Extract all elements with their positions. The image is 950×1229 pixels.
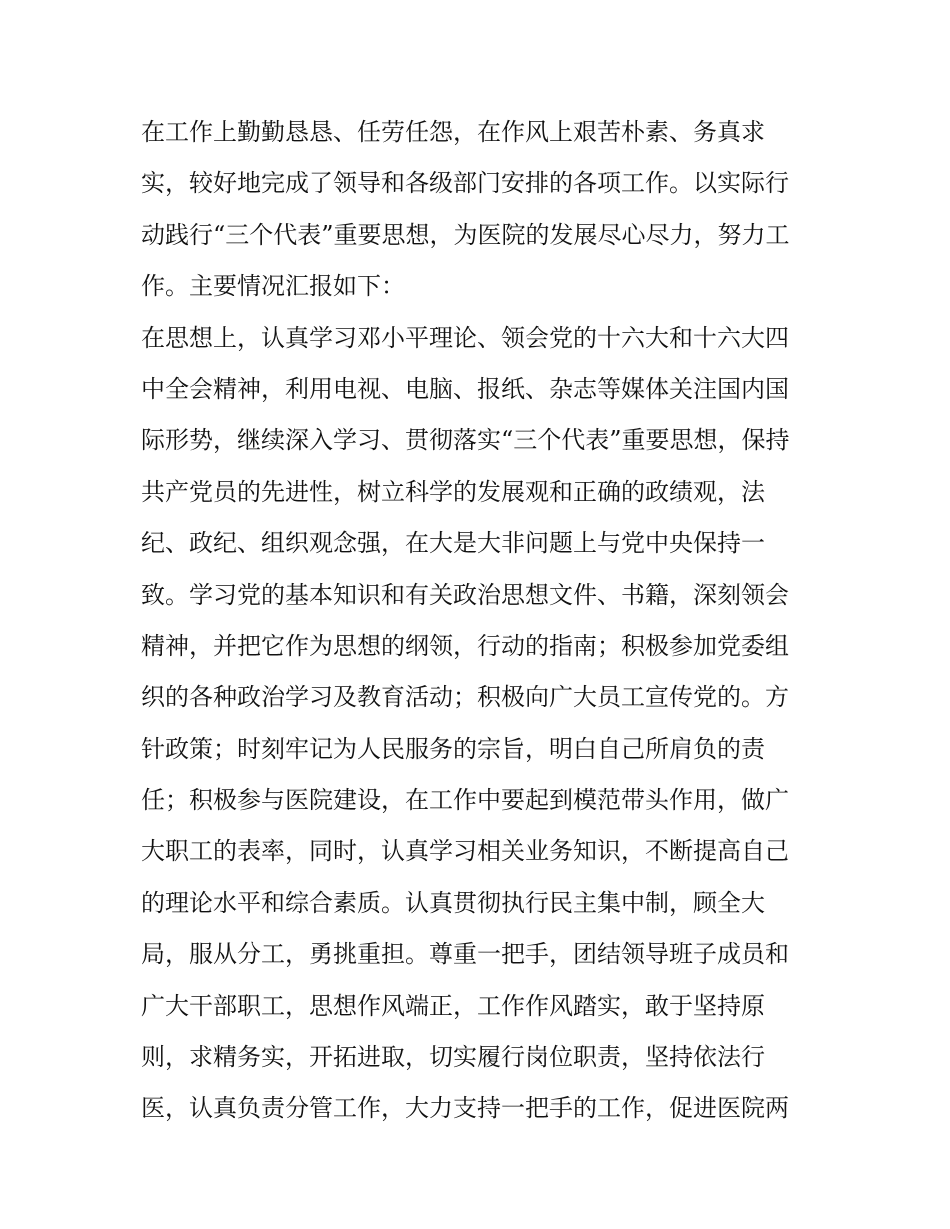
text-line: 精神，并把它作为思想的纲领，行动的指南；积极参加党委组 — [141, 631, 789, 660]
document-body — [141, 107, 821, 1135]
text-line: 大职工的表率，同时，认真学习相关业务知识，不断提高自己 — [141, 837, 789, 866]
text-line: 的理论水平和综合素质。认真贯彻执行民主集中制，顾全大 — [141, 888, 765, 917]
text-line: 广大干部职工，思想作风端正，工作作风踏实，敢于坚持原 — [141, 991, 765, 1020]
text-line: 针政策；时刻牢记为人民服务的宗旨，明白自己所肩负的责 — [141, 734, 765, 763]
text-line: 实，较好地完成了领导和各级部门安排的各项工作。以实际行 — [141, 169, 789, 198]
text-line: 际形势，继续深入学习、贯彻落实“三个代表”重要思想，保持 — [141, 426, 790, 455]
text-line: 在思想上，认真学习邓小平理论、领会党的十六大和十六大四 — [141, 323, 789, 352]
text-line: 作。主要情况汇报如下： — [141, 272, 405, 301]
text-line: 则，求精务实，开拓进取，切实履行岗位职责，坚持依法行 — [141, 1043, 765, 1072]
text-line: 致。学习党的基本知识和有关政治思想文件、书籍，深刻领会 — [141, 580, 789, 609]
text-line: 中全会精神，利用电视、电脑、报纸、杂志等媒体关注国内国 — [141, 374, 789, 403]
text-line: 纪、政纪、组织观念强，在大是大非问题上与党中央保持一 — [141, 529, 765, 558]
text-line: 共产党员的先进性，树立科学的发展观和正确的政绩观，法 — [141, 477, 765, 506]
text-line: 医，认真负责分管工作，大力支持一把手的工作，促进医院两 — [141, 1094, 789, 1123]
text-line: 织的各种政治学习及教育活动；积极向广大员工宣传党的。方 — [141, 683, 789, 712]
text-line: 任；积极参与医院建设，在工作中要起到模范带头作用，做广 — [141, 786, 789, 815]
text-line: 动践行“三个代表”重要思想，为医院的发展尽心尽力，努力工 — [141, 220, 790, 249]
text-line: 局，服从分工，勇挑重担。尊重一把手，团结领导班子成员和 — [141, 940, 789, 969]
text-line: 在工作上勤勤恳恳、任劳任怨，在作风上艰苦朴素、务真求 — [141, 118, 765, 146]
